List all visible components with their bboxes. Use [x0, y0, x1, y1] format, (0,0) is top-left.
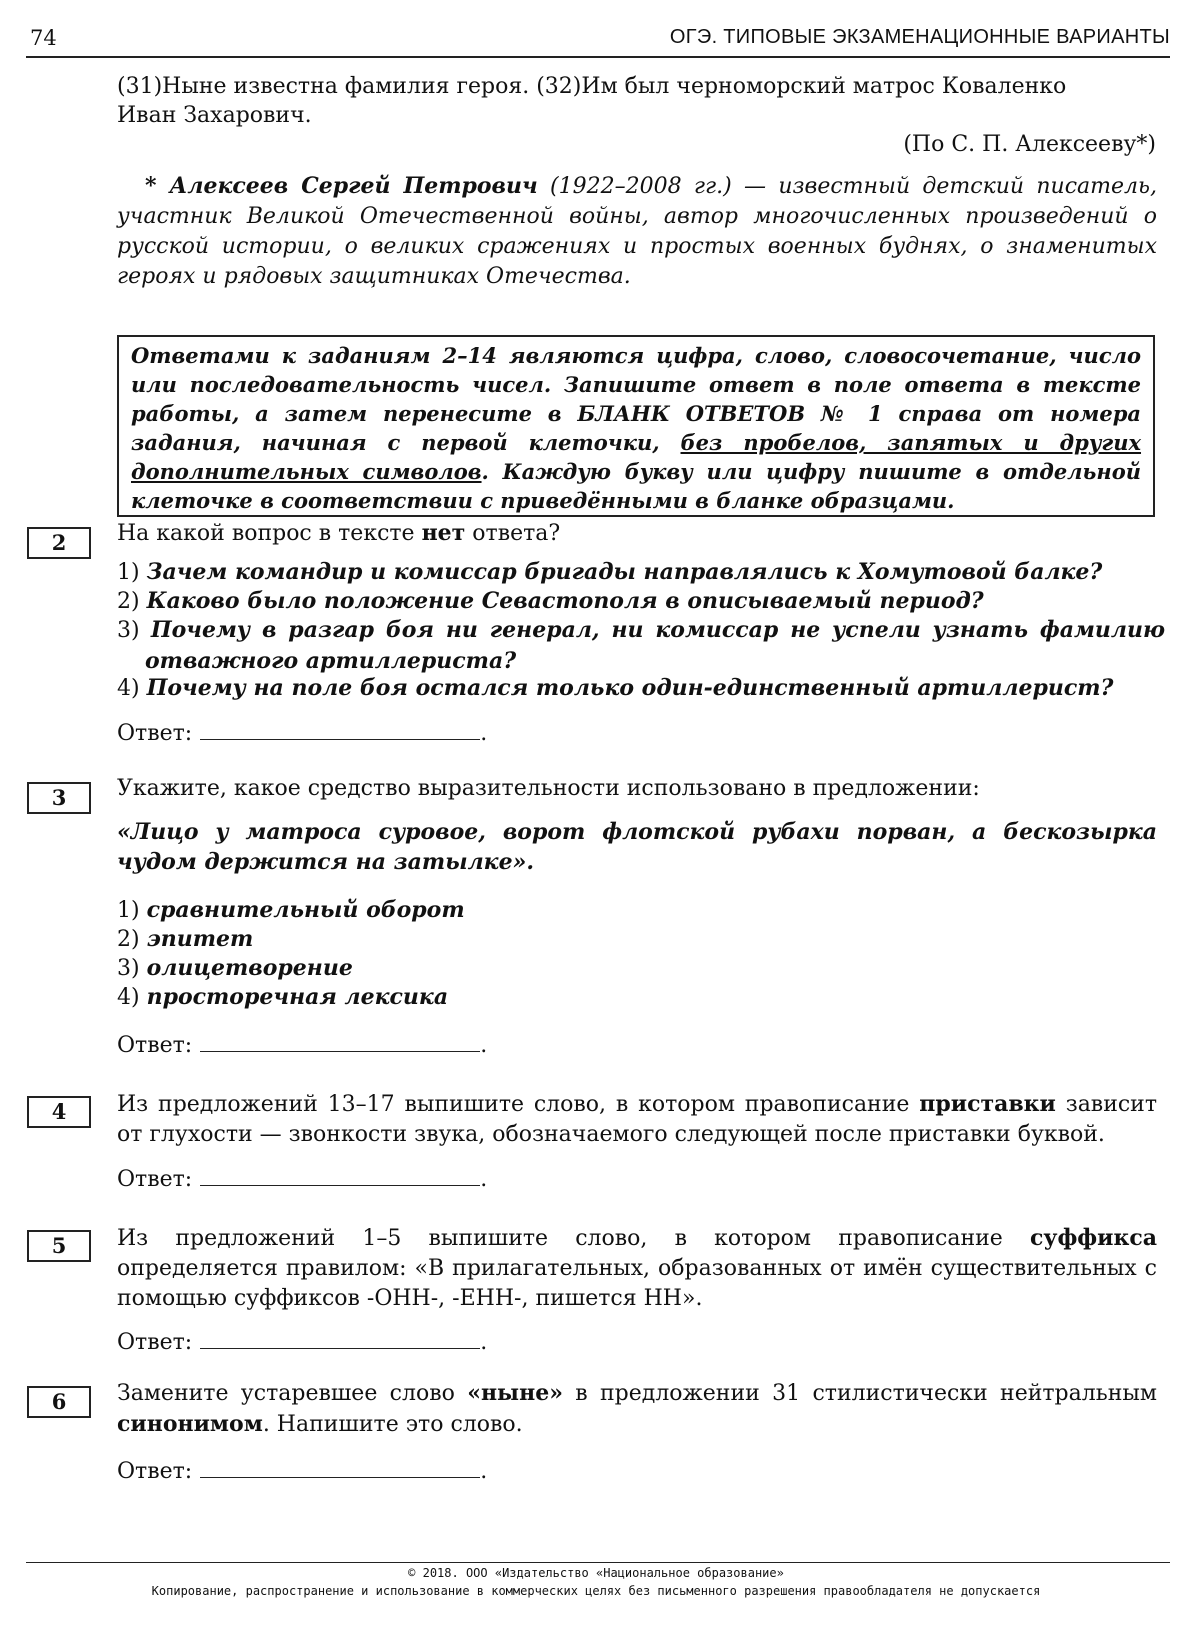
task-4-question: Из предложений 13–17 выпишите слово, в котором правописание приставки зависит от глухости — звонкости звука, обозначаемого следующей после приставки буквой. [117, 1091, 1158, 1147]
answer-field-5[interactable] [200, 1326, 480, 1349]
running-title: ОГЭ. ТИПОВЫЕ ЭКЗАМЕНАЦИОННЫЕ ВАРИАНТЫ [669, 26, 1170, 48]
footnote-text: (1922–2008 гг.) — известный детский писатель, участник Великой Отечественной войны, автор многочисленных произведений о русской истории, о великих сражениях и простых военных буднях, о знаменитых героях и рядовых защитниках Отечества. [117, 174, 1157, 289]
instruction-box [117, 335, 1155, 517]
instruction-underlined: без пробелов, запятых и других дополнительных символов [131, 430, 1142, 484]
footer-notice: Копирование, распространение и использование в коммерческих целях без письменного разрешения правообладателя не допускается [151, 1584, 1041, 1598]
task-6-answer: Ответ: . [117, 1455, 487, 1487]
task-number-3: 3 [27, 782, 91, 814]
task-2-question: На какой вопрос в тексте нет ответа? [117, 520, 561, 546]
page-header [26, 22, 1170, 58]
answer-field-3[interactable] [200, 1029, 480, 1052]
instruction-part2: . Каждую букву или цифру пишите в отдельной клеточке в соответствии с приведёнными в бланке образцами. [131, 459, 1141, 513]
task-2-option-1: 1) Зачем командир и комиссар бригады направлялись к Хомутовой балке? [117, 559, 1103, 585]
task-5-question: Из предложений 1–5 выпишите слово, в котором правописание суффикса определяется правилом: «В прилагательных, образованных от имён существительных с помощью суффиксов -ОНН-, -ЕНН-, пишется НН». [117, 1225, 1157, 1311]
footer-divider [26, 1562, 1170, 1563]
footnote-author: * Алексеев Сергей Петрович [145, 173, 538, 199]
task-3-answer: Ответ: . [117, 1029, 487, 1061]
task-3-option-1: 1) сравнительный оборот [117, 897, 465, 923]
page-number: 74 [30, 26, 57, 50]
task-number-5: 5 [27, 1230, 91, 1262]
task-number-6: 6 [27, 1386, 91, 1418]
task-6-question: Замените устаревшее слово «ныне» в предложении 31 стилистически нейтральным синонимом. Напишите это слово. [117, 1380, 1157, 1437]
task-3-option-3: 3) олицетворение [117, 955, 353, 981]
task-3-option-2: 2) эпитет [117, 926, 254, 952]
footer-copyright: © 2018. ООО «Издательство «Национальное образование» [408, 1566, 784, 1580]
task-5-answer: Ответ: . [117, 1326, 487, 1358]
instruction-part1: Ответами к заданиям 2–14 являются цифра, слово, словосочетание, число или последовательность чисел. Запишите ответ в поле ответа в тексте работы, а затем перенесите в БЛАНК ОТВЕТОВ № 1 справа от номера задания, начиная с первой клеточки, [131, 343, 1141, 455]
task-2-answer: Ответ: . [117, 717, 487, 749]
task-2-option-2: 2) Каково было положение Севастополя в описываемый период? [117, 588, 984, 614]
task-number-4: 4 [27, 1096, 91, 1128]
text-source: (По С. П. Алексееву*) [903, 132, 1156, 157]
answer-field-4[interactable] [200, 1163, 480, 1186]
author-footnote [117, 171, 1157, 292]
task-number-2: 2 [27, 527, 91, 559]
task-4-answer: Ответ: . [117, 1163, 487, 1195]
task-3-question: Укажите, какое средство выразительности использовано в предложении: [117, 776, 980, 801]
answer-field-6[interactable] [200, 1455, 480, 1478]
text-line-31: (31)Ныне известна фамилия героя. (32)Им был черноморский матрос Коваленко [117, 74, 1067, 99]
task-3-option-4: 4) просторечная лексика [117, 984, 449, 1010]
task-3-quote: «Лицо у матроса суровое, ворот флотской рубахи порван, а бескозырка чудом держится на затылке». [117, 819, 1157, 875]
task-2-option-3: 3) Почему в разгар боя ни генерал, ни комиссар не успели узнать фамилию отважного артиллериста? [117, 617, 1165, 674]
text-line-32: Иван Захарович. [117, 103, 312, 128]
task-2-option-4: 4) Почему на поле боя остался только один-единственный артиллерист? [117, 675, 1114, 701]
answer-field-2[interactable] [200, 717, 480, 740]
